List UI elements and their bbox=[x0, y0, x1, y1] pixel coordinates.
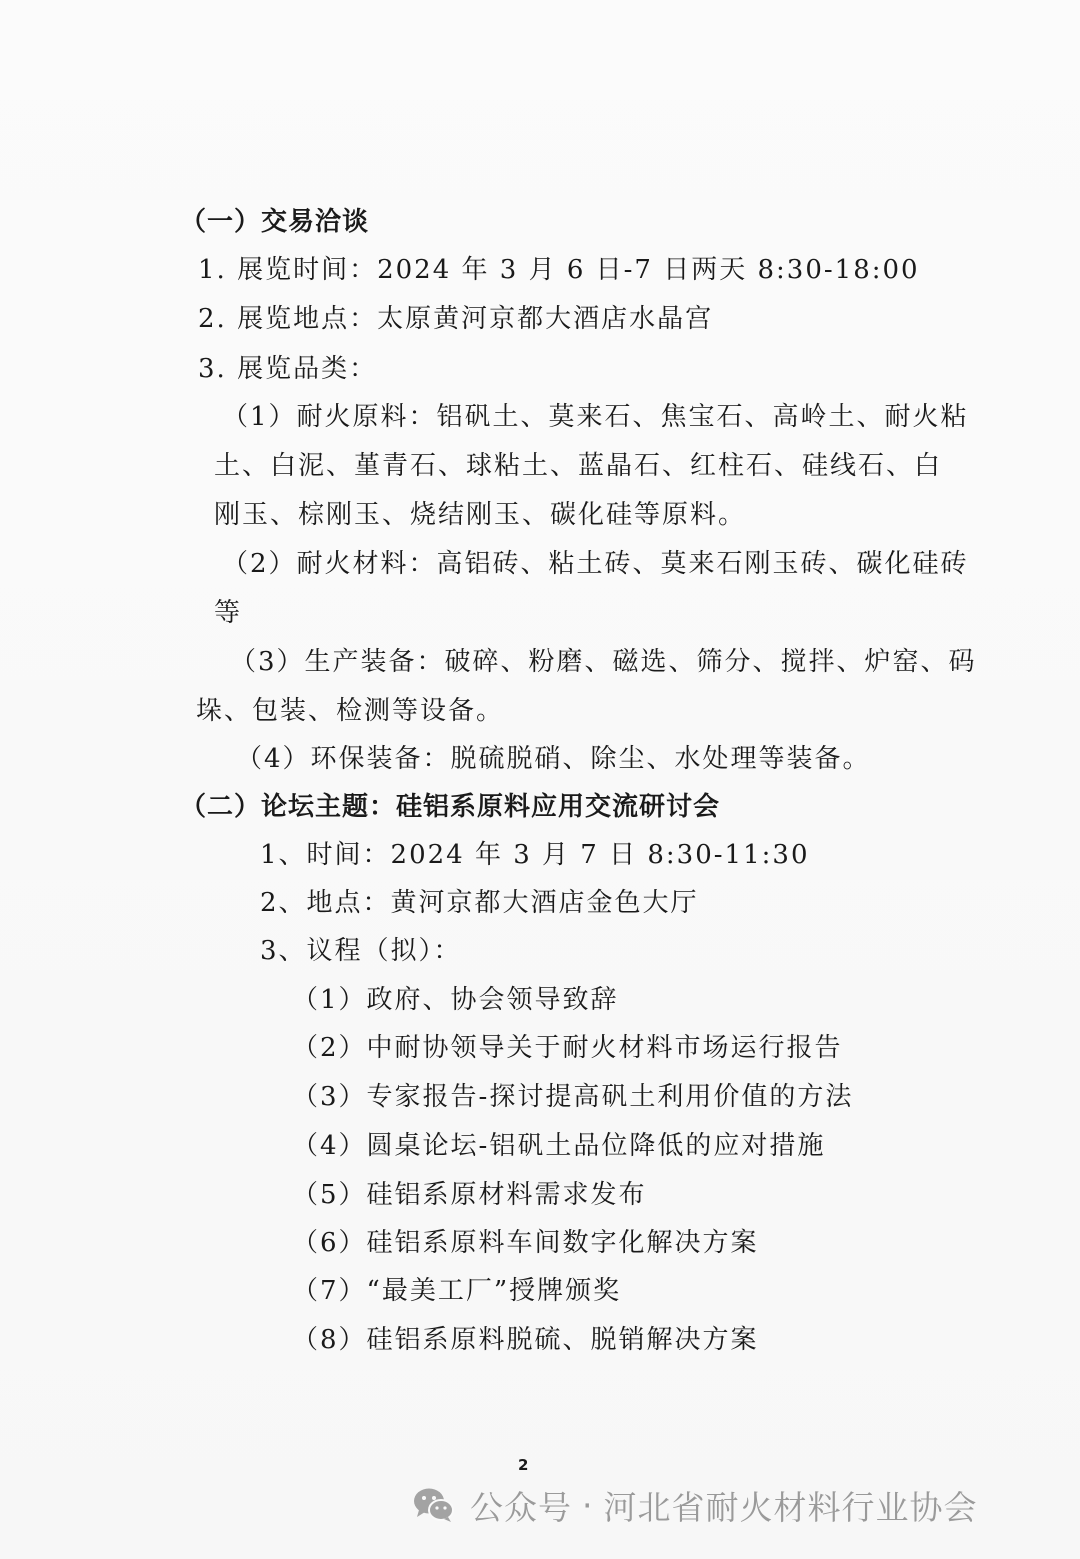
page-number: 2 bbox=[518, 1456, 529, 1474]
forum-location: 2、地点：黄河京都大酒店金色大厅 bbox=[260, 888, 699, 918]
category-raw-materials-line1: （1）耐火原料：铝矾土、莫来石、焦宝石、高岭土、耐火粘 bbox=[222, 402, 969, 432]
category-equipment-line2: 垛、包装、检测等设备。 bbox=[196, 696, 505, 726]
watermark-account: 河北省耐火材料行业协会 bbox=[603, 1487, 978, 1527]
category-raw-materials-line2: 土、白泥、堇青石、球粘土、蓝晶石、红柱石、硅线石、白 bbox=[214, 451, 943, 481]
agenda-item-6: （6）硅铝系原料车间数字化解决方案 bbox=[292, 1228, 759, 1258]
category-environmental-line1: （4）环保装备：脱硫脱硝、除尘、水处理等装备。 bbox=[236, 744, 871, 774]
agenda-item-7: （7）“最美工厂”授牌颁奖 bbox=[292, 1276, 622, 1306]
forum-time: 1、时间：2024 年 3 月 7 日 8:30-11:30 bbox=[260, 840, 810, 870]
watermark-label: 公众号 bbox=[470, 1487, 572, 1527]
category-refractory-line2: 等 bbox=[214, 598, 243, 628]
agenda-item-1: （1）政府、协会领导致辞 bbox=[292, 985, 619, 1015]
section-heading-trade: （一）交易洽谈 bbox=[180, 207, 370, 237]
exhibition-categories: 3. 展览品类： bbox=[198, 354, 378, 384]
category-raw-materials-line3: 刚玉、棕刚玉、烧结刚玉、碳化硅等原料。 bbox=[214, 500, 747, 530]
exhibition-time: 1. 展览时间：2024 年 3 月 6 日-7 日两天 8:30-18:00 bbox=[198, 255, 920, 285]
section-heading-forum: （二）论坛主题：硅铝系原料应用交流研讨会 bbox=[180, 792, 721, 822]
forum-agenda-heading: 3、议程（拟）： bbox=[260, 936, 462, 966]
agenda-item-4: （4）圆桌论坛-铝矾土品位降低的应对措施 bbox=[292, 1131, 826, 1161]
agenda-item-2: （2）中耐协领导关于耐火材料市场运行报告 bbox=[292, 1033, 843, 1063]
agenda-item-3: （3）专家报告-探讨提高矾土利用价值的方法 bbox=[292, 1082, 854, 1112]
watermark-separator: · bbox=[582, 1485, 594, 1525]
agenda-item-8: （8）硅铝系原料脱硫、脱销解决方案 bbox=[292, 1325, 759, 1355]
agenda-item-5: （5）硅铝系原材料需求发布 bbox=[292, 1180, 647, 1210]
wechat-icon bbox=[412, 1486, 456, 1524]
wechat-watermark bbox=[412, 1480, 978, 1530]
category-refractory-line1: （2）耐火材料：高铝砖、粘土砖、莫来石刚玉砖、碳化硅砖 bbox=[222, 549, 969, 579]
category-equipment-line1: （3）生产装备：破碎、粉磨、磁选、筛分、搅拌、炉窑、码 bbox=[230, 647, 977, 677]
exhibition-location: 2. 展览地点：太原黄河京都大酒店水晶宫 bbox=[198, 304, 714, 334]
